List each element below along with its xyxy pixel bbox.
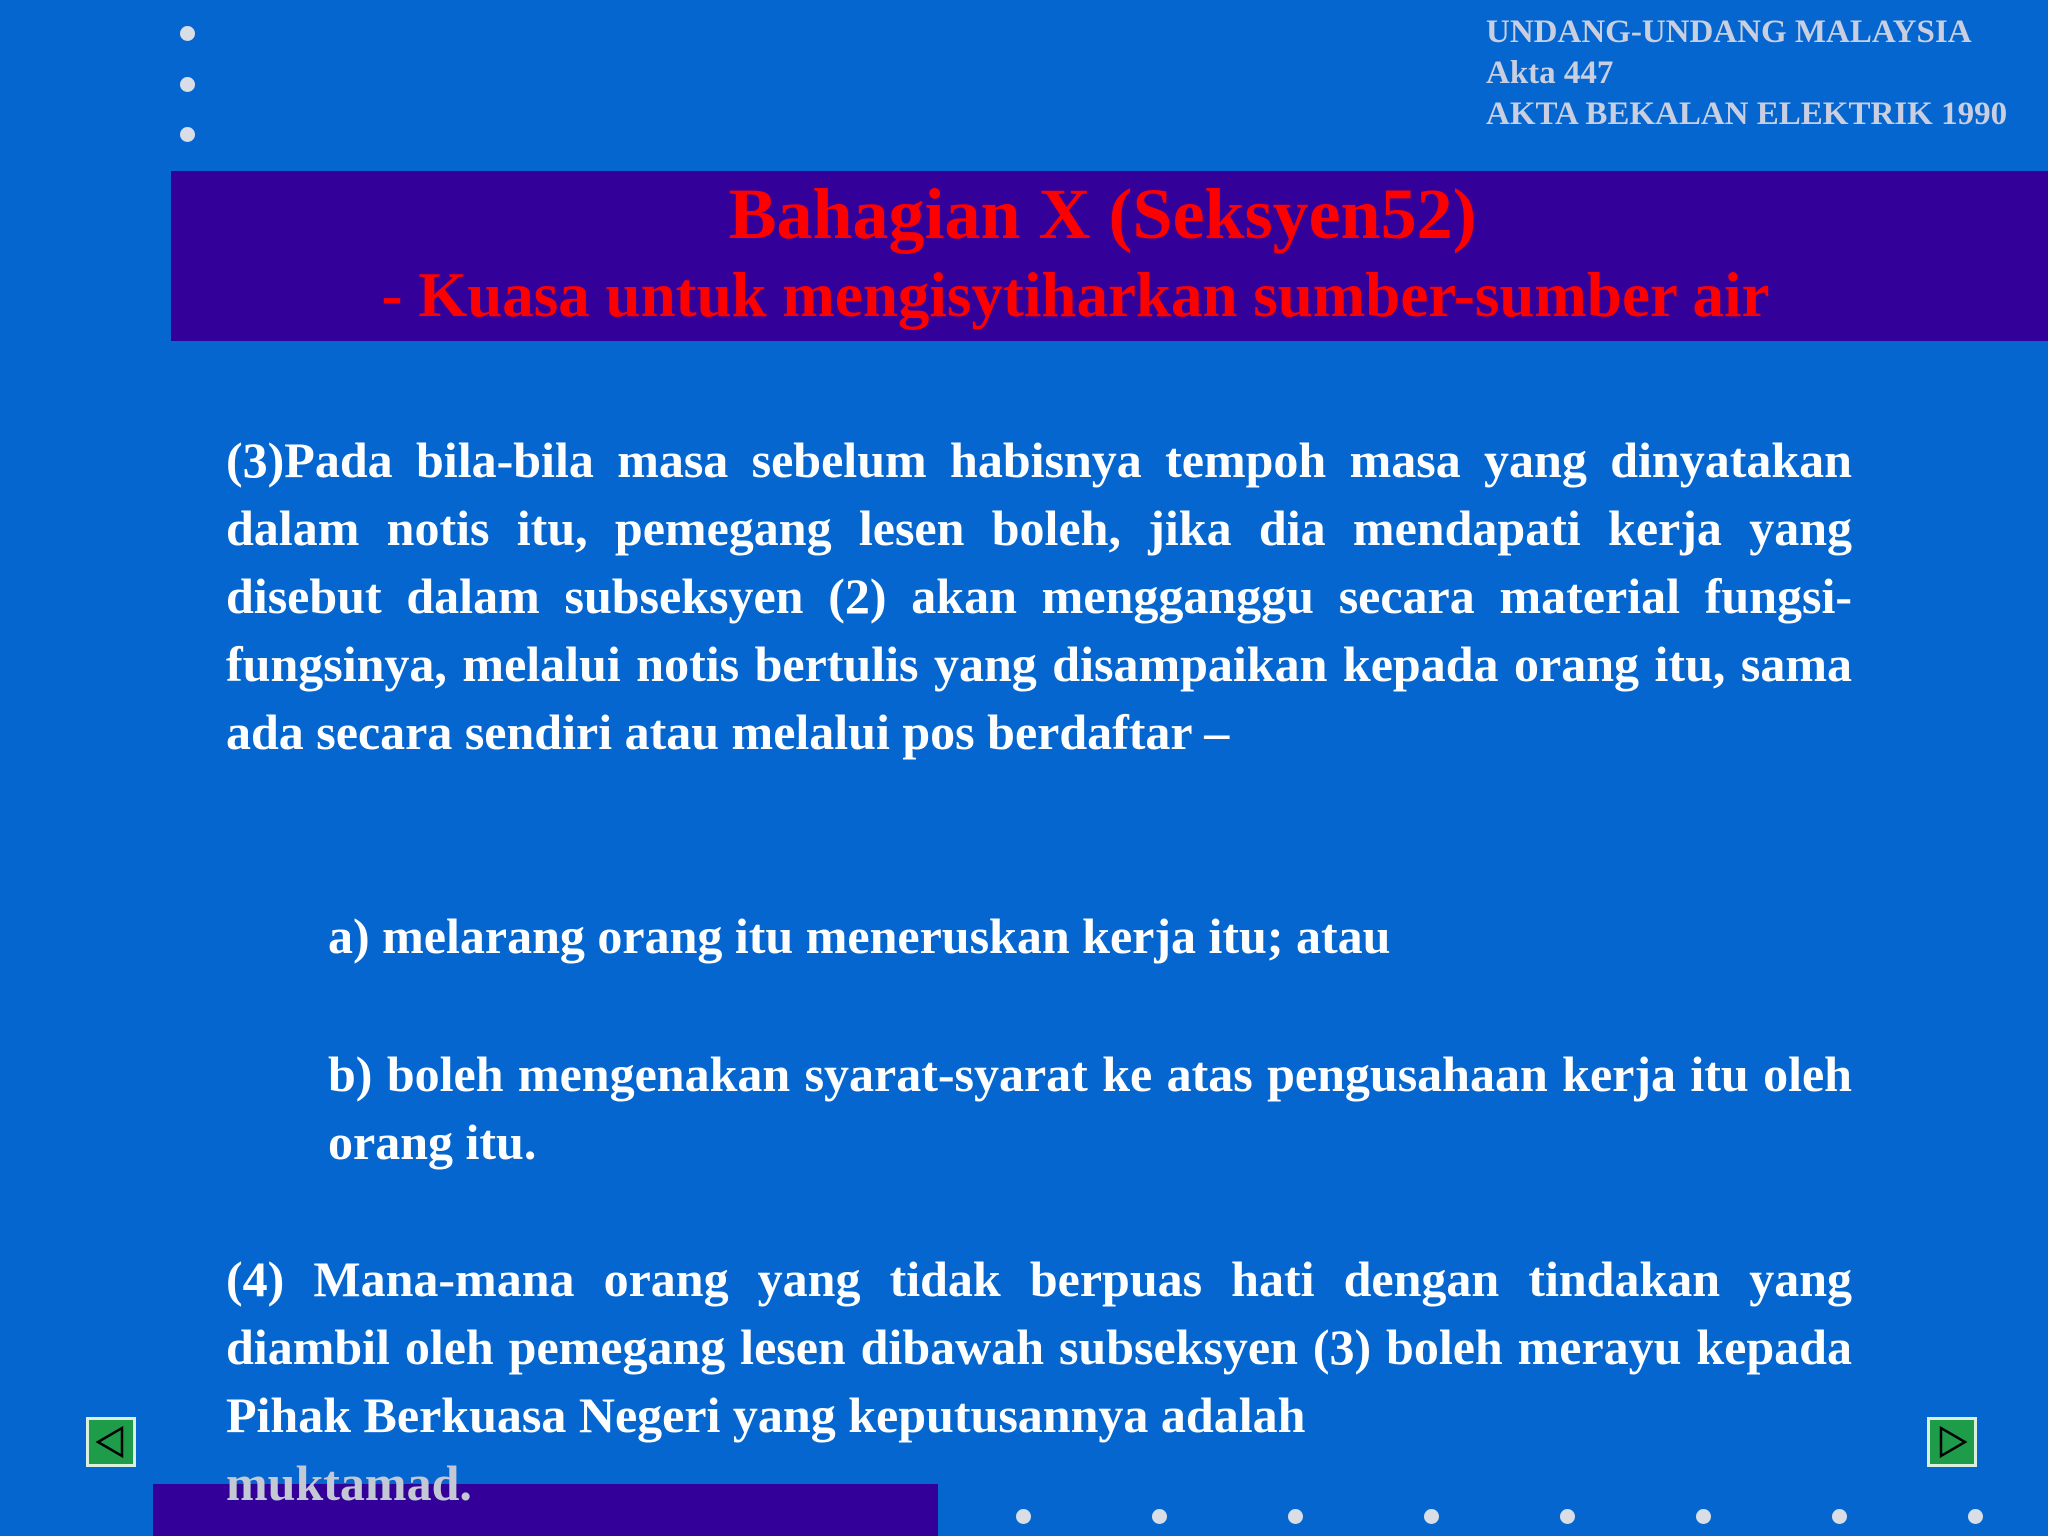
- next-arrow-icon: [1935, 1425, 1969, 1459]
- act-header-name: AKTA BEKALAN ELEKTRIK 1990: [1486, 96, 2008, 132]
- act-header-number: Akta 447: [1486, 55, 1614, 91]
- list-item-b: b) boleh mengenakan syarat-syarat ke atas pengusahaan kerja itu oleh orang itu.: [328, 1046, 1852, 1170]
- slide-subtitle: - Kuasa untuk mengisytiharkan sumber-sumber air: [381, 260, 1770, 330]
- bullet-dot: [1152, 1509, 1167, 1524]
- bullet-dot: [1968, 1509, 1983, 1524]
- bullet-dot: [1696, 1509, 1711, 1524]
- bullet-dot: [1016, 1509, 1031, 1524]
- list-item-a: a) melarang orang itu meneruskan kerja itu; atau: [328, 908, 1391, 964]
- act-header: [1486, 12, 2007, 135]
- paragraph-3: (3)Pada bila-bila masa sebelum habisnya tempoh masa yang dinyatakan dalam notis itu, pemegang lesen boleh, jika dia mendapati kerja yang disebut dalam subseksyen (2) akan mengganggu secara material fungsi-fungsinya, melalui notis bertulis yang disampaikan kepada orang itu, sama ada secara sendiri atau melalui pos berdaftar –: [226, 432, 1852, 760]
- title-band: [171, 171, 2048, 341]
- bullet-dot: [1288, 1509, 1303, 1524]
- bullet-dot: [180, 77, 195, 92]
- bullet-dot: [180, 26, 195, 41]
- paragraph-4-end: muktamad.: [226, 1455, 472, 1511]
- paragraph-4-text: (4) Mana-mana orang yang tidak berpuas hati dengan tindakan yang diambil oleh pemegang lesen dibawah subseksyen (3) boleh merayu kepada Pihak Berkuasa Negeri yang keputusannya adalah: [226, 1251, 1852, 1443]
- slide-title: Bahagian X (Seksyen52): [728, 174, 1477, 254]
- previous-slide-button[interactable]: [86, 1417, 136, 1467]
- bullet-dot: [1560, 1509, 1575, 1524]
- act-header-country: UNDANG-UNDANG MALAYSIA: [1486, 14, 1972, 50]
- previous-arrow-icon: [94, 1425, 128, 1459]
- next-slide-button[interactable]: [1927, 1417, 1977, 1467]
- bullet-dot: [180, 127, 195, 142]
- bullet-dot: [1832, 1509, 1847, 1524]
- paragraph-4: [226, 1245, 1852, 1449]
- bullet-dot: [1424, 1509, 1439, 1524]
